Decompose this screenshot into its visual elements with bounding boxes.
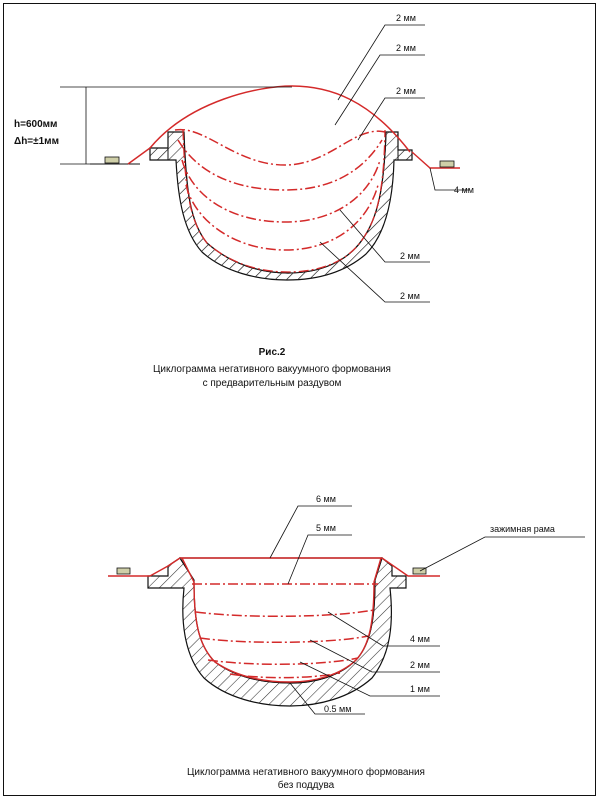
clamp-left: [105, 157, 119, 163]
thickness-label: 2 мм: [396, 86, 416, 96]
thickness-label: 1 мм: [410, 684, 430, 694]
caption-line-1: Циклограмма негативного вакуумного формования: [153, 364, 391, 375]
thickness-label: 6 мм: [316, 494, 336, 504]
caption-line-2: с предварительным раздувом: [202, 378, 342, 389]
thickness-label: 4 мм: [410, 634, 430, 644]
leader-2-1: [270, 506, 352, 558]
clamp-frame-label: зажимная рама: [490, 524, 555, 534]
caption2-line-1: Циклограмма негативного вакуумного формования: [187, 767, 425, 778]
figure-number: Рис.2: [258, 347, 286, 358]
thickness-label: 2 мм: [400, 291, 420, 301]
caption2-line-2: без поддува: [277, 780, 335, 791]
figure-2-no-blow: [108, 494, 585, 714]
figure-1-preblow: [14, 13, 474, 302]
thickness-label: 2 мм: [396, 43, 416, 53]
thickness-label: 0.5 мм: [324, 704, 352, 714]
thickness-label: 4 мм: [454, 185, 474, 195]
thickness-label: 2 мм: [410, 660, 430, 670]
dim-h-label: h=600мм: [14, 119, 58, 130]
thickness-label: 2 мм: [400, 251, 420, 261]
dim-dh-label: Δh=±1мм: [14, 136, 59, 147]
thickness-label: 5 мм: [316, 523, 336, 533]
mold-flange-left: [150, 148, 168, 160]
clamp-left-2: [117, 568, 130, 574]
leader-clamp: [420, 537, 585, 571]
clamp-right: [440, 161, 454, 167]
sheet-left-red: [128, 148, 150, 164]
thickness-label: 2 мм: [396, 13, 416, 23]
